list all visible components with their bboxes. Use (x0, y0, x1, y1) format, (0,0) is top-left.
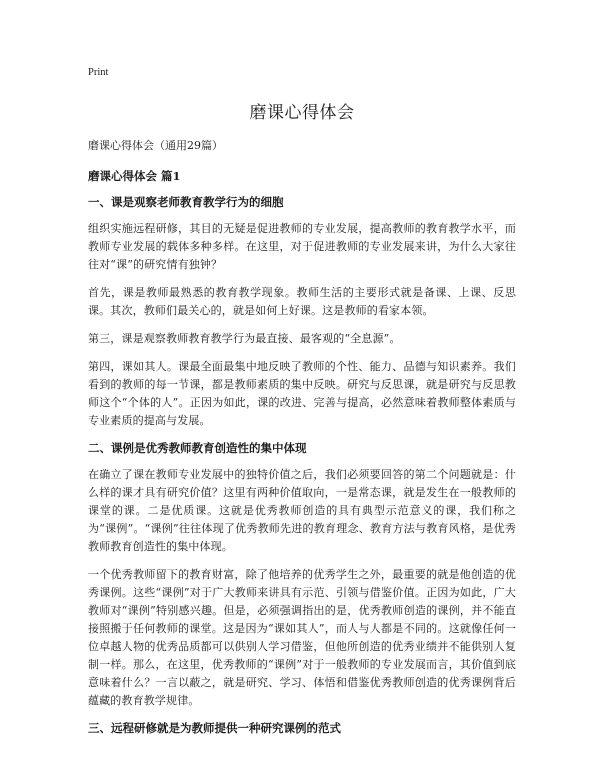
paragraph-2: 首先，课是教师最熟悉的教育教学现象。教师生活的主要形式就是备课、上课、反思课。其次，教师们最关心的，就是如何上好课。这是教师的看家本领。 (88, 286, 516, 317)
paragraph-5: 在确立了课在教师专业发展中的独特价值之后，我们必须要回答的第二个问题就是：什么样的课才具有研究价值？这里有两种价值取向，一是常态课，就是发生在一般教师的课堂的课。二是优质课。这就是优秀教师创造的具有典型示范意义的课，我们称之为“课例”。“课例”往往体现了优秀教师先进的教育理念、教育方法与教育风格，是优秀教师教育创造性的集中体现。 (88, 468, 516, 553)
heading-3: 三、远程研修就是为教师提供一种研究课例的范式 (88, 721, 341, 735)
paragraph-6: 一个优秀教师留下的教育财富，除了他培养的优秀学生之外，最重要的就是他创造的优秀课例。这些“课例”对于广大教师来讲具有示范、引领与借鉴价值。正因为如此，广大教师对“课例”特别感兴趣。但是，必须强调指出的是，优秀教师创造的课例，并不能直接照搬于任何教师的课堂。这是因为“课如其人”，而人与人都是不同的。这就像任何一位卓越人物的优秀品质都可以供别人学习借鉴，但他所创造的优秀业绩并不能供别人复制一样。那么，在这里，优秀教师的“课例”对于一般教师的专业发展而言，其价值到底意味着什么？一言以蔽之，就是研究、学习、体悟和借鉴优秀教师创造的优秀课例背后蕴藏的教育教学规律。 (88, 568, 516, 707)
section-title: 磨课心得体会 篇1 (88, 169, 181, 183)
print-label: Print (88, 67, 109, 78)
document-subtitle: 磨课心得体会（通用29篇） (88, 139, 223, 152)
paragraph-3: 第三，课是观察教师教育教学行为最直接、最客观的“全息源”。 (88, 332, 401, 345)
heading-2: 二、课例是优秀教师教育创造性的集中体现 (88, 441, 307, 455)
paragraph-4: 第四，课如其人。课最全面最集中地反映了教师的个性、能力、品德与知识素养。我们看到的教师的每一节课，都是教师素质的集中反映。研究与反思课，就是研究与反思教师这个“个体的人”。正因为如此，课的改进、完善与提高，必然意味着教师整体素质与专业素质的提高与发展。 (88, 360, 516, 427)
document-title: 磨课心得体会 (249, 103, 355, 123)
paragraph-1: 组织实施远程研修，其目的无疑是促进教师的专业发展，提高教师的教育教学水平，而教师专业发展的载体多种多样。在这里，对于促进教师的专业发展来讲，为什么大家往往对“课”的研究情有独钟？ (88, 222, 516, 271)
heading-1: 一、课是观察老师教育教学行为的细胞 (88, 195, 284, 209)
